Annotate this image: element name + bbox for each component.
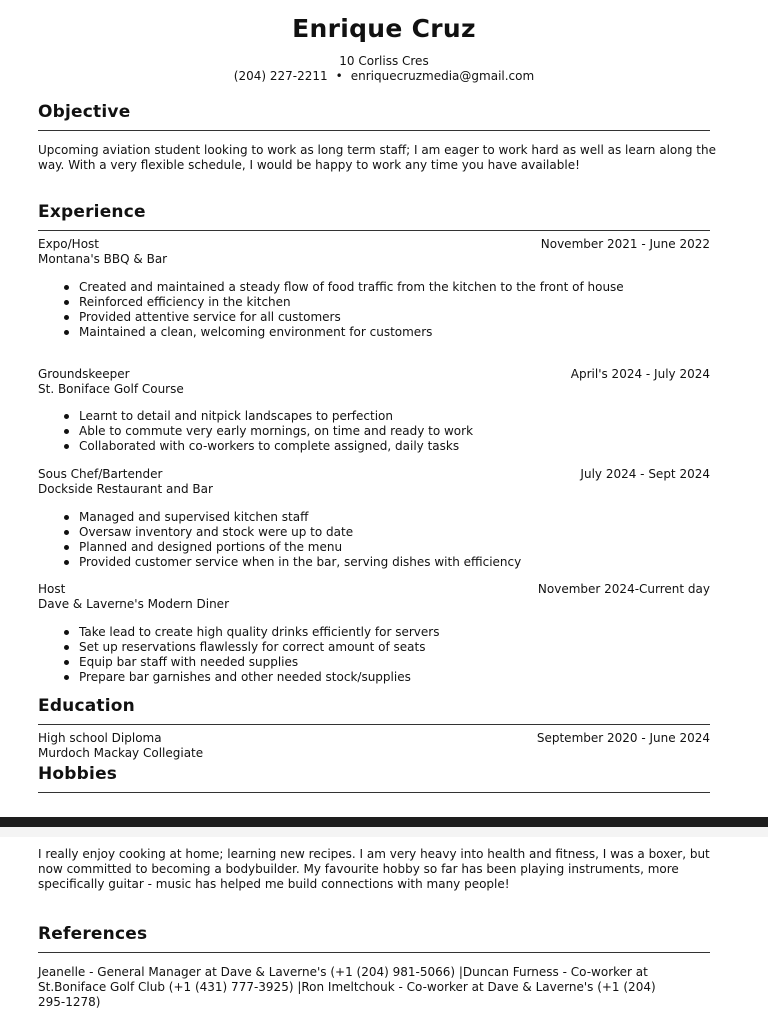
job-title: Host bbox=[38, 582, 66, 596]
duty-item: Managed and supervised kitchen staff bbox=[79, 510, 699, 525]
duty-item: Planned and designed portions of the menu bbox=[79, 540, 699, 555]
duty-item: Reinforced efficiency in the kitchen bbox=[79, 295, 699, 310]
duty-item: Provided customer service when in the bar, serving dishes with efficiency bbox=[79, 555, 699, 570]
education-divider bbox=[38, 724, 710, 725]
email: enriquecruzmedia@gmail.com bbox=[350, 69, 535, 83]
duty-item: Provided attentive service for all customers bbox=[79, 310, 699, 325]
job-company: Dockside Restaurant and Bar bbox=[38, 482, 213, 496]
page-break-bar bbox=[0, 817, 768, 827]
job-title: Groundskeeper bbox=[38, 367, 130, 381]
job-company: Montana's BBQ & Bar bbox=[38, 252, 168, 266]
duty-item: Created and maintained a steady flow of food traffic from the kitchen to the front of house bbox=[79, 280, 699, 295]
duty-item: Set up reservations flawlessly for correct amount of seats bbox=[79, 640, 699, 655]
duty-item: Maintained a clean, welcoming environment for customers bbox=[79, 325, 699, 340]
job-company: St. Boniface Golf Course bbox=[38, 382, 184, 396]
job-duties bbox=[79, 510, 699, 570]
duty-item: Collaborated with co-workers to complete assigned, daily tasks bbox=[79, 439, 699, 454]
page-gap bbox=[0, 827, 768, 837]
hobbies-divider bbox=[38, 792, 710, 793]
education-heading: Education bbox=[38, 696, 135, 716]
job-duties bbox=[79, 625, 699, 685]
objective-divider bbox=[38, 130, 710, 131]
job-dates: November 2021 - June 2022 bbox=[540, 237, 710, 251]
references-heading: References bbox=[38, 924, 148, 944]
references-divider bbox=[38, 952, 710, 953]
objective-text: Upcoming aviation student looking to work as long term staff; I am eager to work hard as well as learn along the way. With a very flexible schedule, I would be happy to work any time you have available! bbox=[38, 143, 716, 172]
duty-item: Equip bar staff with needed supplies bbox=[79, 655, 699, 670]
hobbies-heading: Hobbies bbox=[38, 764, 118, 784]
objective-heading: Objective bbox=[38, 102, 131, 122]
experience-heading: Experience bbox=[38, 202, 146, 222]
education-dates: September 2020 - June 2024 bbox=[536, 731, 710, 745]
duty-item: Prepare bar garnishes and other needed stock/supplies bbox=[79, 670, 699, 685]
candidate-name: Enrique Cruz bbox=[292, 14, 476, 43]
duty-item: Take lead to create high quality drinks efficiently for servers bbox=[79, 625, 699, 640]
duty-item: Oversaw inventory and stock were up to date bbox=[79, 525, 699, 540]
contact-separator: • bbox=[335, 69, 343, 83]
duty-item: Able to commute very early mornings, on time and ready to work bbox=[79, 424, 699, 439]
hobbies-text: I really enjoy cooking at home; learning new recipes. I am very heavy into health and fitness, I was a boxer, but now committed to becoming a bodybuilder. My favourite hobby so far has been playing instruments, more specifically guitar - music has helped me build connections with many people! bbox=[38, 847, 710, 891]
job-duties bbox=[79, 280, 699, 340]
duty-item: Learnt to detail and nitpick landscapes to perfection bbox=[79, 409, 699, 424]
education-school: Murdoch Mackay Collegiate bbox=[38, 746, 204, 760]
references-text: Jeanelle - General Manager at Dave & Laverne's (+1 (204) 981-5066) |Duncan Furness - Co-worker at St.Boniface Golf Club (+1 (431) 777-3925) |Ron Imeltchouk - Co-worker at Dave & Laverne's (+1 (204) 295-1278) bbox=[38, 965, 656, 1009]
job-company: Dave & Laverne's Modern Diner bbox=[38, 597, 229, 611]
job-dates: July 2024 - Sept 2024 bbox=[580, 467, 710, 481]
job-duties bbox=[79, 409, 699, 454]
address: 10 Corliss Cres bbox=[339, 54, 429, 68]
phone: (204) 227-2211 bbox=[233, 69, 328, 83]
job-dates: April's 2024 - July 2024 bbox=[570, 367, 710, 381]
job-title: Expo/Host bbox=[38, 237, 100, 251]
job-dates: November 2024-Current day bbox=[537, 582, 710, 596]
education-degree: High school Diploma bbox=[38, 731, 162, 745]
job-title: Sous Chef/Bartender bbox=[38, 467, 163, 481]
contact-line bbox=[0, 69, 768, 83]
experience-divider bbox=[38, 230, 710, 231]
